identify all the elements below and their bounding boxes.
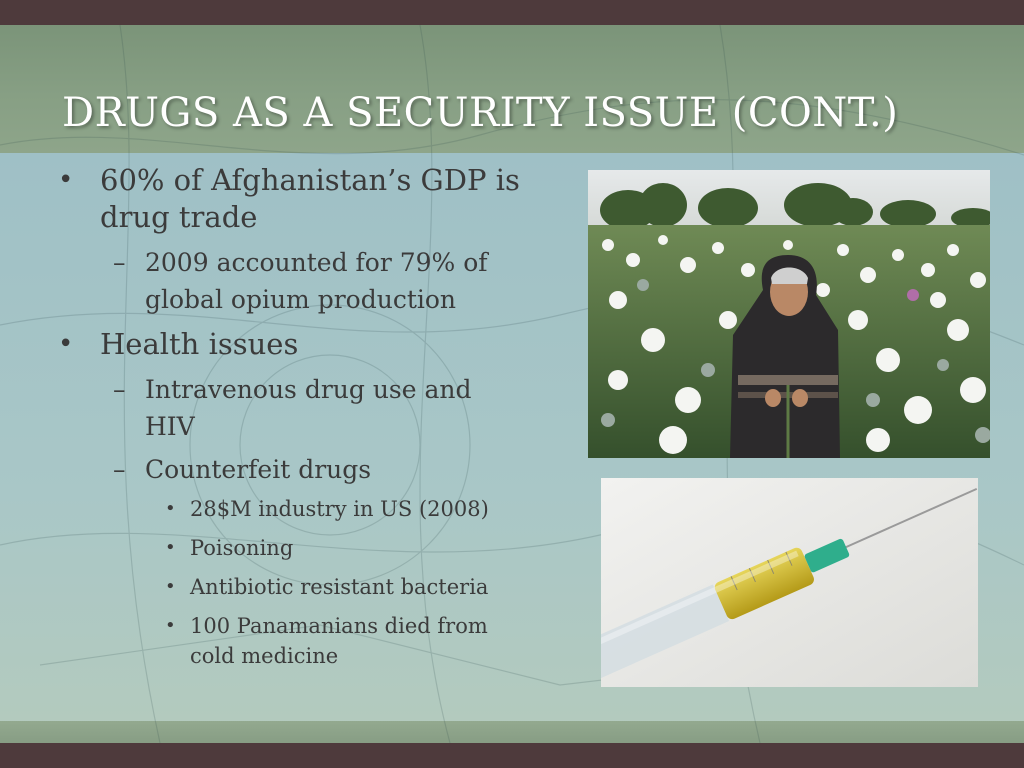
sub-sub-bullet-item-panama [58,611,528,671]
bottom-frame-bar [0,743,1024,768]
sub-sub-bullet-text: 28$M industry in US (2008) [190,497,489,521]
bullet-marker: • [58,329,74,359]
poppy-field-image [588,170,990,458]
sub-sub-bullet-text: Antibiotic resistant bacteria [190,575,489,599]
bullet-text: 60% of Afghanistan’s GDP is drug trade [100,163,520,234]
sub-bullet-text: 2009 accounted for 79% of global opium production [145,248,488,314]
sub-bullet-item-opium [58,244,528,318]
sub-sub-bullet-text: 100 Panamanians died from cold medicine [190,614,488,668]
slide-title: DRUGS AS A SECURITY ISSUE (CONT.) [62,90,899,136]
sub-sub-bullet-text: Poisoning [190,536,294,560]
syringe-image [601,478,978,687]
bullet-marker: • [165,576,176,597]
bullet-marker: • [165,537,176,558]
bullet-text: Health issues [100,327,299,361]
bullet-item-health [58,326,528,363]
dash-marker: – [113,375,126,404]
sub-sub-bullet-item-bacteria [58,572,528,602]
sub-sub-bullet-item-poisoning [58,533,528,563]
sub-sub-bullet-item-industry [58,494,528,524]
bullet-item-gdp [58,162,528,236]
bullet-marker: • [165,498,176,519]
syringe-photo [601,478,978,687]
bullet-marker: • [58,165,74,195]
bullet-list [58,162,528,680]
dash-marker: – [113,455,126,484]
dash-marker: – [113,248,126,277]
sub-bullet-item-iv [58,371,528,445]
sub-bullet-text: Intravenous drug use and HIV [145,375,472,441]
bullet-marker: • [165,615,176,636]
top-frame-bar [0,0,1024,25]
sub-bullet-item-counterfeit [58,451,528,488]
sub-bullet-text: Counterfeit drugs [145,455,372,484]
poppy-field-photo [588,170,990,458]
